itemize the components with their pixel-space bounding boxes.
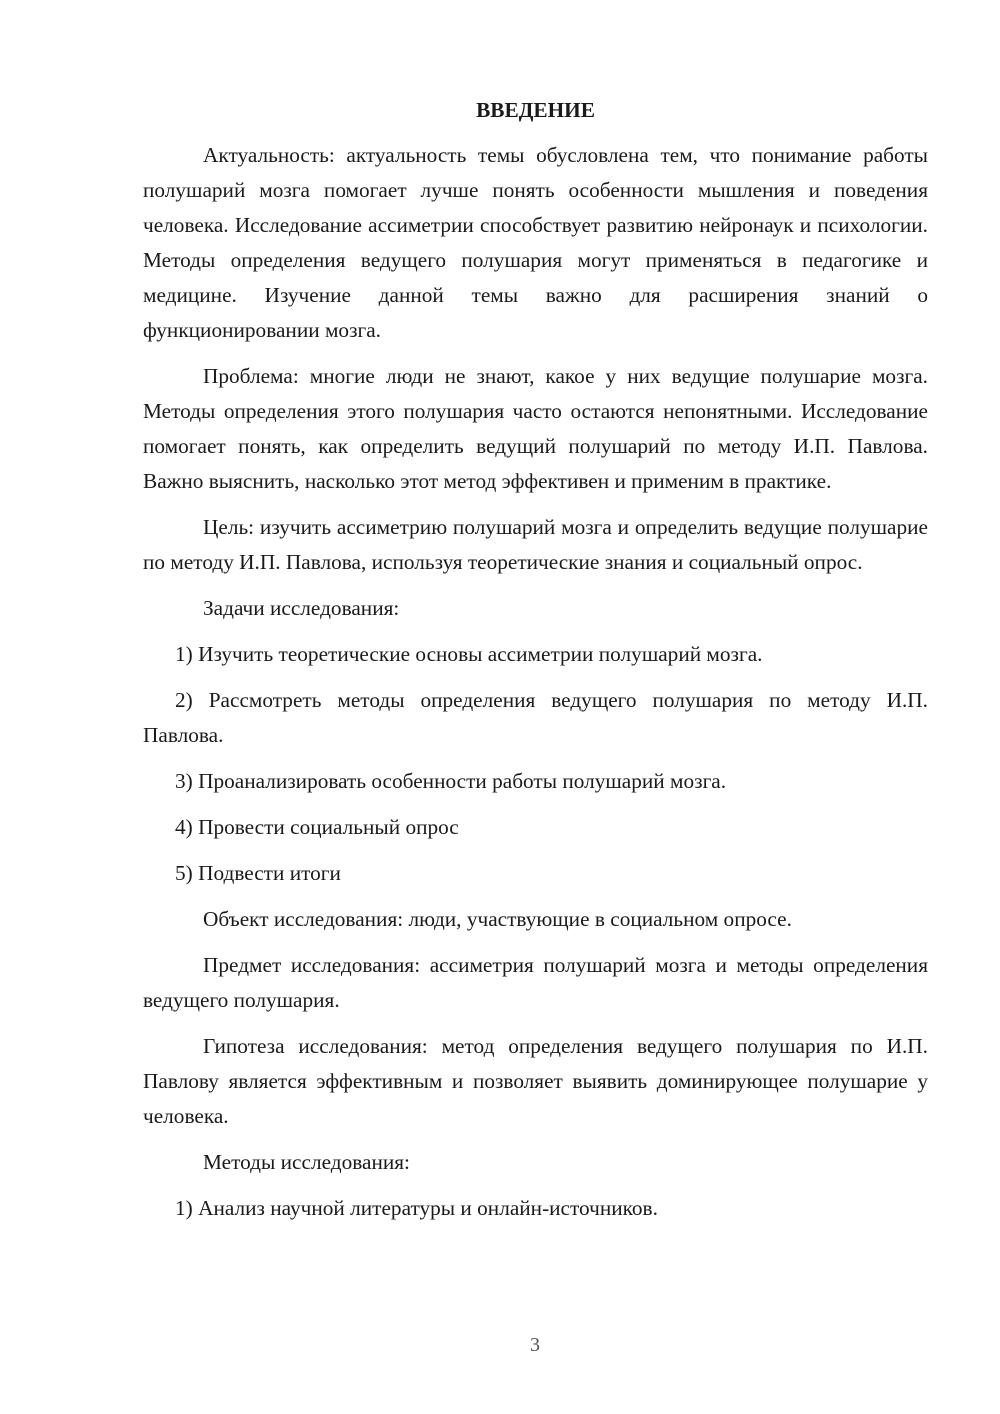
task-item-5: 5) Подвести итоги [175, 861, 341, 885]
task-item-3: 3) Проанализировать особенности работы полушарий мозга. [175, 769, 727, 793]
tasks-heading: Задачи исследования: [203, 596, 400, 620]
task-item-1: 1) Изучить теоретические основы ассиметрии полушарий мозга. [175, 642, 763, 666]
section-title: ВВЕДЕНИЕ [476, 98, 595, 122]
task-item-2: 2) Рассмотреть методы определения ведущего полушария по методу И.П. Павлова. [143, 688, 928, 747]
subject-paragraph: Предмет исследования: ассиметрия полушарий мозга и методы определения ведущего полушария. [143, 953, 928, 1012]
problem-paragraph: Проблема: многие люди не знают, какое у них ведущие полушарие мозга. Методы определения этого полушария часто остаются непонятными. Исследование помогает понять, как определить ведущий полушарий по методу И.П. Павлова. Важно выяснить, насколько этот метод эффективен и применим в практике. [143, 364, 928, 493]
relevance-paragraph: Актуальность: актуальность темы обусловлена тем, что понимание работы полушарий мозга помогает лучше понять особенности мышления и поведения человека. Исследование ассиметрии способствует развитию нейронаук и психологии. Методы определения ведущего полушария могут применяться в педагогике и медицине. Изучение данной темы важно для расширения знаний о функционировании мозга. [143, 143, 928, 342]
hypothesis-paragraph: Гипотеза исследования: метод определения ведущего полушария по И.П. Павлову является эффективным и позволяет выявить доминирующее полушарие у человека. [143, 1034, 928, 1128]
task-item-4: 4) Провести социальный опрос [175, 815, 459, 839]
methods-heading: Методы исследования: [203, 1150, 410, 1174]
object-paragraph: Объект исследования: люди, участвующие в социальном опросе. [203, 907, 792, 931]
page-number: 3 [530, 1334, 540, 1356]
document-page [143, 90, 928, 1237]
goal-paragraph: Цель: изучить ассиметрию полушарий мозга и определить ведущие полушарие по методу И.П. Павлова, используя теоретические знания и социальный опрос. [143, 515, 928, 574]
method-item-1: 1) Анализ научной литературы и онлайн-источников. [175, 1196, 658, 1220]
